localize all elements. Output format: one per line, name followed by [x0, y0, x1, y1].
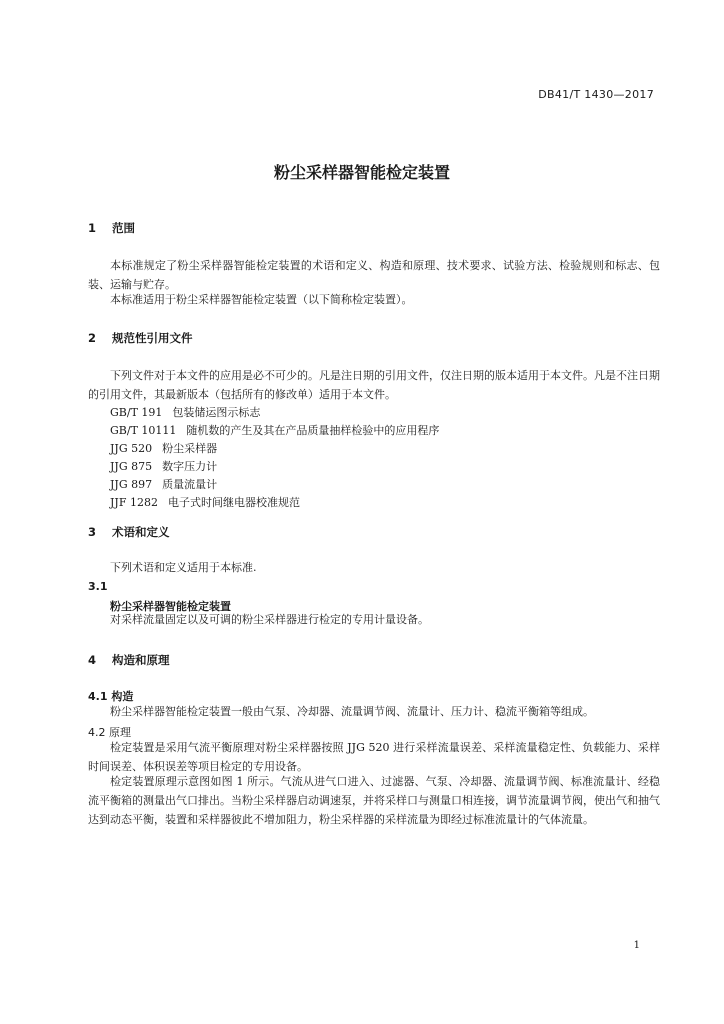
- subsection-4-1-label: 4.1 构造: [88, 690, 134, 703]
- reference-item: JJF 1282 电子式时间继电器校准规范: [110, 496, 300, 509]
- term-number: 3.1: [88, 580, 108, 593]
- section-title: 术语和定义: [112, 525, 170, 539]
- section-number: 2: [88, 331, 97, 345]
- term-definition: 对采样流量固定以及可调的粉尘采样器进行检定的专用计量设备。: [110, 613, 429, 626]
- section-3-heading: [88, 524, 170, 540]
- subsection-4-1-text: 粉尘采样器智能检定装置一般由气泵、冷却器、流量调节阀、流量计、压力计、稳流平衡箱等组成。: [110, 705, 594, 718]
- section-number: 4: [88, 653, 97, 667]
- page-number: 1: [633, 940, 640, 951]
- subsection-4-2-paragraph-2: 检定装置原理示意图如图 1 所示。气流从进气口进入、过滤器、气泵、冷却器、流量调节阀、标准流量计、经稳流平衡箱的测量出气口排出。当粉尘采样器启动调速泵，并将采样口与测量口相连接，调节流量调节阀，使出气和抽气达到动态平衡，装置和采样器彼此不增加阻力，粉尘采样器的采样流量为即经过标准流量计的气体流量。: [88, 775, 660, 826]
- section-2-heading: [88, 330, 193, 346]
- section-1-paragraph-2: 本标准适用于粉尘采样器智能检定装置（以下简称检定装置）。: [110, 293, 413, 306]
- section-title: 范围: [112, 221, 135, 235]
- reference-item: JJG 520 粉尘采样器: [110, 442, 218, 455]
- term-name: 粉尘采样器智能检定装置: [110, 600, 231, 613]
- section-1-paragraph-1: 本标准规定了粉尘采样器智能检定装置的术语和定义、构造和原理、技术要求、试验方法、检验规则和标志、包装、运输与贮存。: [88, 259, 660, 291]
- subsection-4-2-label: 4.2 原理: [88, 726, 131, 739]
- section-4-heading: [88, 652, 170, 668]
- section-title: 规范性引用文件: [112, 331, 193, 345]
- document-title: 粉尘采样器智能检定装置: [273, 163, 450, 182]
- reference-item: JJG 897 质量流量计: [110, 478, 218, 491]
- section-3-paragraph-1: 下列术语和定义适用于本标准.: [110, 561, 257, 574]
- section-1-heading: [88, 220, 135, 236]
- section-number: 3: [88, 525, 97, 539]
- standard-number: DB41/T 1430—2017: [538, 88, 654, 101]
- reference-item: GB/T 191 包装储运图示标志: [110, 406, 261, 419]
- reference-item: GB/T 10111 随机数的产生及其在产品质量抽样检验中的应用程序: [110, 424, 440, 437]
- subsection-4-2-paragraph-1: 检定装置是采用气流平衡原理对粉尘采样器按照 JJG 520 进行采样流量误差、采样流量稳定性、负载能力、采样时间误差、体积误差等项目检定的专用设备。: [88, 741, 660, 773]
- section-2-paragraph-1: 下列文件对于本文件的应用是必不可少的。凡是注日期的引用文件，仅注日期的版本适用于本文件。凡是不注日期的引用文件，其最新版本（包括所有的修改单）适用于本文件。: [88, 369, 660, 401]
- section-number: 1: [88, 221, 97, 235]
- section-title: 构造和原理: [112, 653, 170, 667]
- reference-item: JJG 875 数字压力计: [110, 460, 218, 473]
